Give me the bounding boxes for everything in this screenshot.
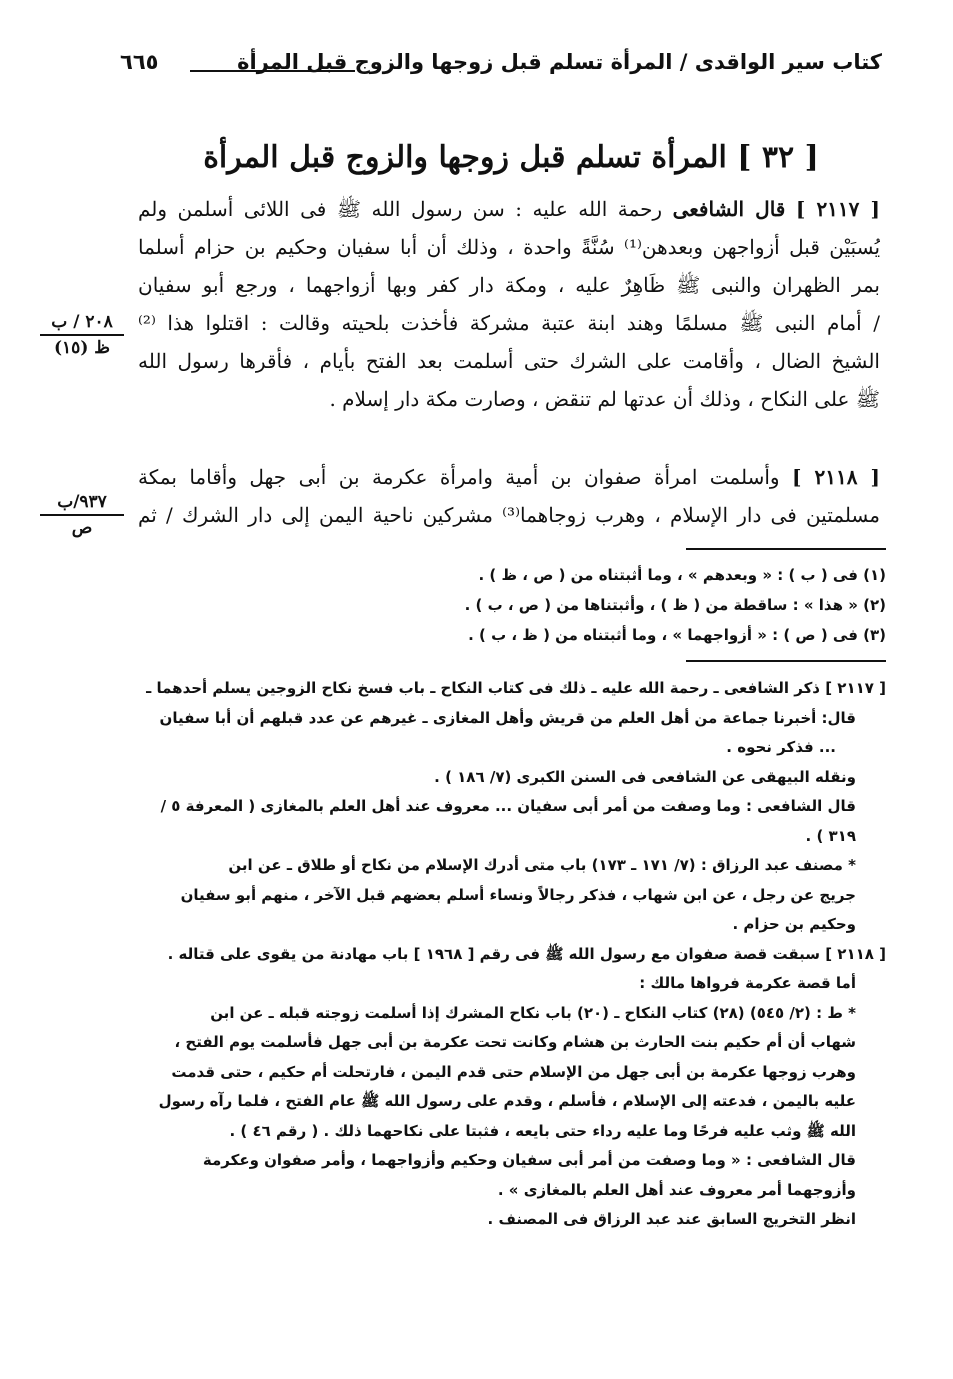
commentary-line: جريج عن رجل ، عن ابن شهاب ، فذكر رجالاً ونساء أسلم بعضهم قبل الآخر ، منهم أبو سفيان — [180, 885, 856, 904]
paragraph-2118 — [138, 458, 880, 534]
commentary-line: قال: أخبرنا جماعة من أهل العلم من قريش وأهل المغازى ـ غيرهم عن عدد قبلهم أن أبا سفيان — [159, 708, 856, 727]
commentary-line: * ط : (٢/ ٥٤٥) (٢٨) كتاب النكاح ـ (٢٠) باب نكاح المشرك إذا أسلمت زوجته قبله ـ عن ابن — [210, 1003, 856, 1022]
text-line — [138, 458, 880, 496]
page-number: ٦٦٥ — [120, 50, 159, 74]
commentary-line: ونقله البيهقى عن الشافعى فى السنن الكبرى (٧/ ١٨٦ ) . — [434, 767, 856, 786]
text-line: بمر الظهران والنبى ﷺ ظَاهِرٌ عليه ، ومكة دار كفر وبها أزواجهما ، ورجع أبو سفيان — [138, 273, 880, 297]
paragraph-2117 — [138, 190, 880, 418]
entry-number: [ ٢١١٧ ] — [795, 197, 880, 221]
commentary-line: ٣١٩ ) . — [805, 826, 856, 845]
commentary-line: [ ٢١١٧ ] ذكر الشافعى ـ رحمة الله عليه ـ ذلك فى كتاب النكاح ـ باب فسخ نكاح الزوجين يسلم أحدهما ـ — [146, 679, 886, 697]
margin-note-top: ٢٠٨ / ب — [40, 312, 124, 336]
commentary-line: وأزوجهما أمر معروف عند أهل العلم بالمغازى » . — [497, 1180, 856, 1199]
commentary-line: أما قصة عكرمة فرواها مالك : — [639, 974, 856, 992]
commentary — [110, 674, 886, 1235]
entry-number: [ ٢١١٨ ] — [792, 465, 880, 489]
commentary-line: وحكيم بن حزام . — [732, 915, 856, 933]
entry-lead: قال الشافعى — [672, 197, 786, 221]
commentary-line: عليه باليمن ، فدعته إلى الإسلام ، فأسلم ، وقدم على رسول الله ﷺ عام الفتح ، فلما رآه رسول — [158, 1092, 856, 1110]
commentary-line: وهرب زوجها عكرمة بن أبى جهل من الإسلام حتى قدم اليمن ، فارتحلت أم حكيم ، حتى قدمت — [171, 1062, 856, 1081]
text-line: / أمام النبى ﷺ مسلمًا وهند ابنة عتبة مشركة فأخذت بلحيته وقالت : اقتلوا هذا ⁽²⁾ — [138, 311, 880, 335]
margin-note-top: ٩٣٧/ب — [40, 492, 124, 516]
commentary-line: [ ٢١١٨ ] سبقت قصة صفوان مع رسول الله ﷺ فى رقم [ ١٩٦٨ ] باب مهادنة من يقوى على قتاله . — [167, 944, 886, 963]
margin-note-bottom: ظ (١٥) — [54, 338, 110, 358]
margin-note — [40, 312, 124, 358]
text-line: الشيخ الضال ، وأقامت على الشرك حتى أسلمت بعد الفتح بأيام ، فأقرها رسول الله — [138, 349, 880, 373]
running-header — [120, 48, 882, 88]
text-line — [138, 190, 880, 228]
commentary-line: شهاب أن أم حكيم بنت الحارث بن هشام وكانت تحت عكرمة بن أبى جهل فأسلمت يوم الفتح ، — [174, 1033, 856, 1051]
margin-note — [40, 492, 124, 538]
line-text: رحمة الله عليه : سن رسول الله ﷺ فى اللائى أسلمن ولم — [138, 197, 663, 221]
commentary-separator — [686, 660, 886, 662]
footnote: (٢) « هذا » : ساقطة من ( ظ ) ، وأثبتناها من ( ص ، ب ) . — [464, 596, 886, 614]
text-line: ﷺ على النكاح ، وذلك أن عدتها لم تنقض ، وصارت مكة دار إسلام . — [329, 387, 880, 411]
footnote-separator — [686, 548, 886, 550]
text-line: مسلمتين فى دار الإسلام ، وهرب زوجاهما⁽³⁾ مشركين ناحية اليمن إلى دار الشرك / ثم — [138, 503, 880, 527]
margin-note-bottom: ص — [71, 518, 93, 538]
footnote: (٣) فى ( ص ) : « أزواجهما » ، وما أثبتناه من ( ظ ، ب ) . — [468, 626, 886, 644]
chapter-title: [ ٣٢ ] المرأة تسلم قبل زوجها والزوج قبل المرأة — [203, 140, 819, 175]
commentary-line: * مصنف عبد الرزاق : (٧/ ١٧١ ـ ١٧٣) باب متى أدرك الإسلام من نكاح أو طلاق ـ عن ابن — [228, 856, 856, 874]
header-rule — [190, 70, 355, 72]
footnote: (١) فى ( ب ) : « وبعدهم » ، وما أثبتناه من ( ص ، ظ ) . — [478, 566, 886, 584]
running-title: كتاب سير الواقدى / المرأة تسلم قبل زوجها والزوج قبل المرأة — [237, 50, 882, 74]
commentary-line: قال الشافعى : « وما وصفت من أمر أبى سفيان وحكيم وأزواجهما ، وأمر صفوان وعكرمة — [202, 1151, 856, 1169]
commentary-line: قال الشافعى : وما وصفت من أمر أبى سفيان ... معروف عند أهل العلم بالمغازى ( المعرفة ٥ / — [160, 797, 856, 815]
footnotes — [464, 560, 886, 650]
commentary-line: الله ﷺ وثب عليه فرحًا وما عليه رداء حتى بايعه ، فثبتا على نكاحهما ذلك . ( رقم ٤٦ ) . — [229, 1121, 856, 1140]
commentary-line: انظر التخريج السابق عند عبد الرزاق فى المصنف . — [487, 1210, 856, 1228]
line-text: وأسلمت امرأة صفوان بن أمية وامرأة عكرمة بن أبى جهل وأقاما بمكة — [138, 465, 780, 489]
commentary-line: ... فذكر نحوه . — [726, 738, 836, 756]
text-line: يُسبَيْن قبل أزواجهن وبعدهن⁽¹⁾ سُنَّةً واحدة ، وذلك أن أبا سفيان وحكيم بن حزام أسلما — [138, 235, 880, 259]
